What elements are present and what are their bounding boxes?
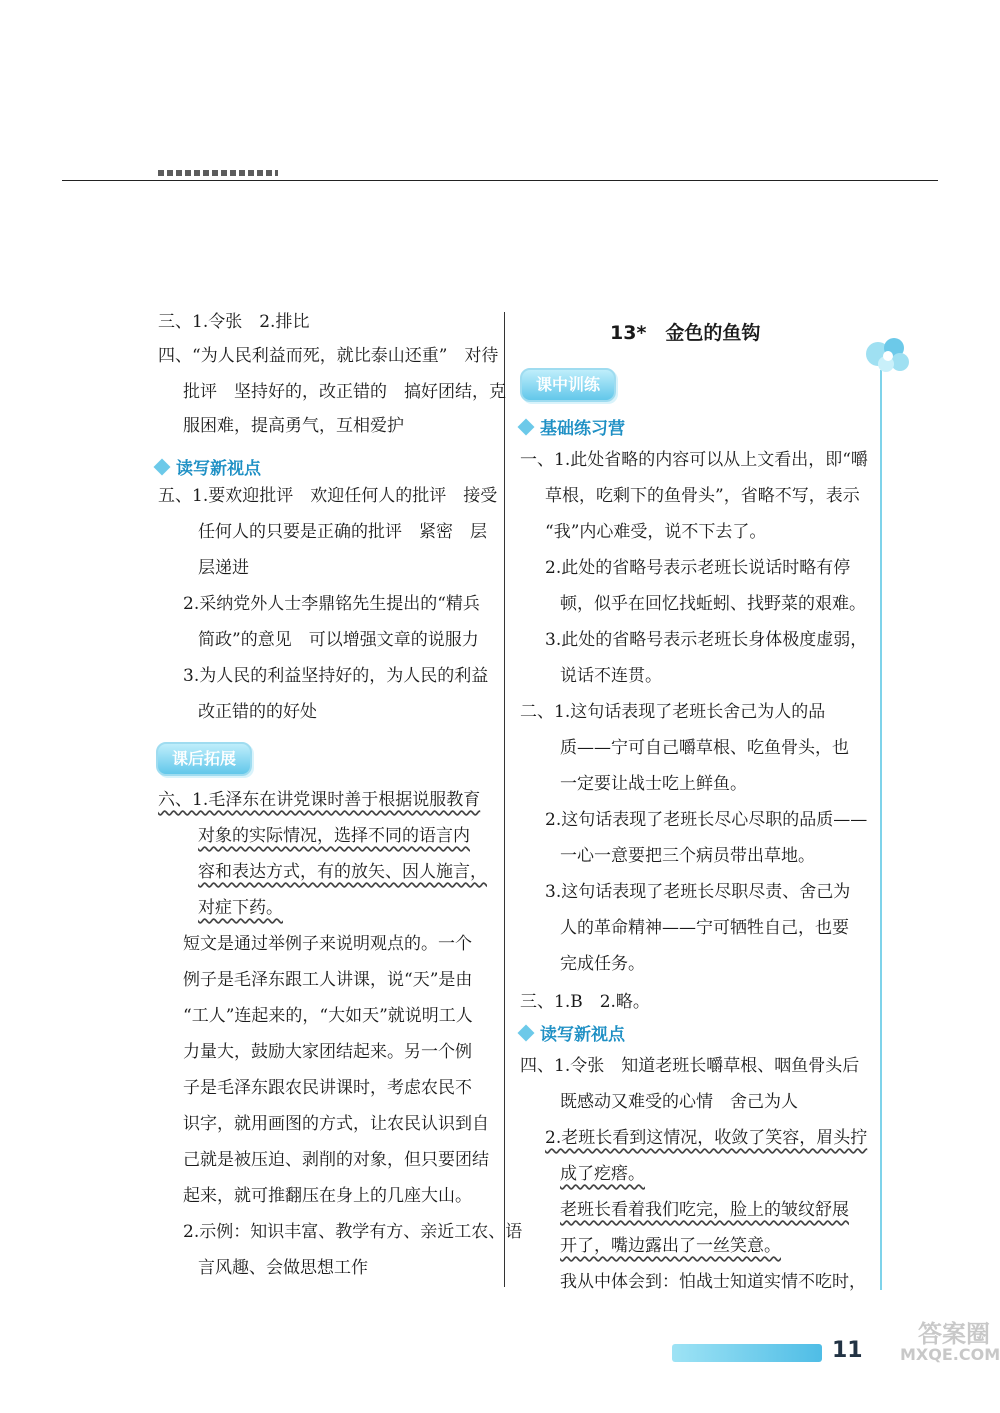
- line-text: 短文是通过举例子来说明观点的。一个: [183, 934, 472, 954]
- line-text: 服困难，提高勇气，互相爱护: [183, 416, 404, 436]
- right-text-line: [520, 994, 650, 1011]
- line-text: 2.采纳党外人士李鼎铭先生提出的“精兵: [183, 594, 480, 614]
- left-text-line: [183, 1116, 489, 1133]
- line-text: 草根，吃剩下的鱼骨头”，省略不写，表示: [545, 486, 860, 506]
- diamond-bullet-icon: [518, 1025, 535, 1042]
- line-text: 对症下药。: [198, 898, 283, 918]
- right-text-line: [520, 452, 868, 469]
- right-text-line: [560, 1166, 645, 1183]
- right-edge-line: [880, 370, 882, 1290]
- right-text-line: [560, 1274, 866, 1291]
- footer-bar: [672, 1344, 822, 1362]
- watermark-line: MXQE.COM: [900, 1345, 1000, 1365]
- left-text-line: [198, 828, 470, 845]
- line-text: 五、1.要欢迎批评 欢迎任何人的批评 接受: [158, 486, 498, 506]
- right-text-line: [520, 1058, 859, 1075]
- line-text: “我”内心难受，说不下去了。: [545, 522, 767, 542]
- left-text-line: [183, 1044, 472, 1061]
- right-text-line: [560, 1094, 798, 1111]
- page-number: 11: [832, 1338, 863, 1363]
- line-text: 2.老班长看到这情况，收敛了笑容，眉头拧: [545, 1128, 868, 1148]
- watermark-logo: [900, 1320, 1000, 1407]
- left-text-line: [198, 864, 487, 881]
- diamond-bullet-icon: [154, 459, 171, 476]
- left-text-line: [183, 596, 480, 613]
- line-text: 3.这句话表现了老班长尽职尽责、舍己为: [545, 882, 851, 902]
- line-text: 简政”的意见 可以增强文章的说服力: [198, 630, 479, 650]
- line-text: 识字，就用画图的方式，让农民认识到自: [183, 1114, 489, 1134]
- right-section-heading: [520, 1020, 625, 1045]
- line-text: 2.此处的省略号表示老班长说话时略有停: [545, 558, 851, 578]
- right-text-line: [545, 812, 867, 829]
- line-text: 我从中体会到：怕战士知道实情不吃时，: [560, 1272, 866, 1292]
- diamond-bullet-icon: [518, 419, 535, 436]
- left-text-line: [183, 1188, 472, 1205]
- right-text-line: [560, 740, 849, 757]
- line-text: 人的革命精神——宁可牺牲自己，也要: [560, 918, 849, 938]
- line-text: 说话不连贯。: [560, 666, 662, 686]
- line-text: 对象的实际情况，选择不同的语言内: [198, 826, 470, 846]
- section-label: 读写新视点: [176, 459, 261, 479]
- right-text-line: [560, 956, 645, 973]
- header-mark: [158, 170, 278, 176]
- line-text: 层递进: [198, 558, 249, 578]
- right-text-line: [560, 848, 815, 865]
- section-label: 读写新视点: [540, 1025, 625, 1045]
- line-text: 一定要让战士吃上鲜鱼。: [560, 774, 747, 794]
- line-text: 己就是被压迫、剥削的对象，但只要团结: [183, 1150, 489, 1170]
- watermark-line: 答案圈: [918, 1320, 990, 1348]
- left-text-line: [183, 972, 472, 989]
- line-text: 老班长看着我们吃完，脸上的皱纹舒展: [560, 1200, 849, 1220]
- line-text: 3.为人民的利益坚持好的，为人民的利益: [183, 666, 489, 686]
- line-text: “工人”连起来的，“大如天”就说明工人: [183, 1006, 473, 1026]
- left-text-line: [198, 704, 317, 721]
- line-text: 四、“为人民利益而死，就比泰山还重” 对待: [158, 346, 499, 366]
- left-text-line: [183, 668, 488, 685]
- line-text: 力量大，鼓励大家团结起来。另一个例: [183, 1042, 472, 1062]
- right-text-line: [560, 668, 662, 685]
- right-banner: 课中训练: [520, 368, 616, 402]
- left-text-line: [183, 936, 472, 953]
- line-text: 二、1.这句话表现了老班长舍己为人的品: [520, 702, 826, 722]
- left-text-line: [183, 1152, 489, 1169]
- right-text-line: [560, 920, 849, 937]
- line-text: 一心一意要把三个病员带出草地。: [560, 846, 815, 866]
- left-text-line: [198, 560, 249, 577]
- left-text-line: [183, 1080, 472, 1097]
- section-label: 基础练习营: [540, 419, 625, 439]
- line-text: 3.此处的省略号表示老班长身体极度虚弱，: [545, 630, 868, 650]
- left-text-line: [198, 524, 487, 541]
- line-text: 2.这句话表现了老班长尽心尽职的品质——: [545, 810, 868, 830]
- left-text-line: [198, 632, 479, 649]
- line-text: 三、1.B 2.略。: [520, 992, 650, 1012]
- right-text-line: [560, 1202, 849, 1219]
- column-divider: [504, 312, 505, 1287]
- right-text-line: [560, 596, 866, 613]
- line-text: 顿，似乎在回忆找蚯蚓、找野菜的艰难。: [560, 594, 866, 614]
- flower-decoration-icon: [856, 330, 918, 380]
- line-text: 既感动又难受的心情 舍己为人: [560, 1092, 798, 1112]
- line-text: 起来，就可推翻压在身上的几座大山。: [183, 1186, 472, 1206]
- line-text: 2.示例：知识丰富、教学有方、亲近工农、语: [183, 1222, 523, 1242]
- line-text: 完成任务。: [560, 954, 645, 974]
- line-text: 任何人的只要是正确的批评 紧密 层: [198, 522, 487, 542]
- right-text-line: [545, 1130, 867, 1147]
- line-text: 一、1.此处省略的内容可以从上文看出，即“嚼: [520, 450, 868, 470]
- right-text-line: [560, 776, 747, 793]
- left-text-line: [158, 314, 309, 331]
- line-text: 开了，嘴边露出了一丝笑意。: [560, 1236, 781, 1256]
- right-text-line: [545, 560, 850, 577]
- left-text-line: [158, 792, 480, 809]
- line-text: 批评 坚持好的，改正错的 搞好团结，克: [183, 382, 506, 402]
- right-text-line: [545, 884, 850, 901]
- left-text-line: [183, 1008, 473, 1025]
- line-text: 四、1.令张 知道老班长嚼草根、咽鱼骨头后: [520, 1056, 860, 1076]
- line-text: 言风趣、会做思想工作: [198, 1258, 368, 1278]
- line-text: 改正错的的好处: [198, 702, 317, 722]
- lesson-title: 13* 金色的鱼钩: [610, 322, 761, 344]
- header-rule: [62, 180, 938, 181]
- line-text: 子是毛泽东跟农民讲课时，考虑农民不: [183, 1078, 472, 1098]
- line-text: 例子是毛泽东跟工人讲课，说“天”是由: [183, 970, 473, 990]
- right-text-line: [545, 488, 860, 505]
- left-text-line: [158, 348, 498, 365]
- left-text-line: [158, 488, 497, 505]
- left-text-line: [183, 418, 404, 435]
- line-text: 成了疙瘩。: [560, 1164, 645, 1184]
- line-text: 容和表达方式，有的放矢、因人施言，: [198, 862, 487, 882]
- right-text-line: [545, 632, 867, 649]
- right-section-heading: [520, 414, 625, 439]
- left-banner: 课后拓展: [156, 742, 252, 776]
- right-text-line: [520, 704, 825, 721]
- left-text-line: [183, 1224, 522, 1241]
- left-text-line: [198, 900, 283, 917]
- left-text-line: [198, 1260, 368, 1277]
- right-text-line: [560, 1238, 781, 1255]
- line-text: 六、1.毛泽东在讲党课时善于根据说服教育: [158, 790, 481, 810]
- line-text: 三、1.令张 2.排比: [158, 312, 310, 332]
- right-text-line: [545, 524, 766, 541]
- line-text: 质——宁可自己嚼草根、吃鱼骨头，也: [560, 738, 849, 758]
- left-section-heading: [156, 454, 261, 479]
- left-text-line: [183, 384, 506, 401]
